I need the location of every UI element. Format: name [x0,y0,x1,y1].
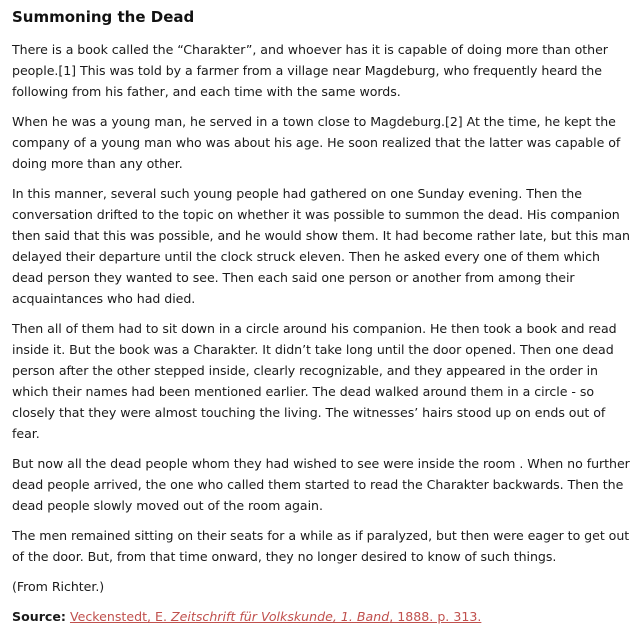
attribution: (From Richter.) [12,579,105,594]
source-link-journal: Zeitschrift für Volkskunde, 1. Band [171,609,390,624]
source-link-author: Veckenstedt, E. [69,609,167,624]
source-label: Source: [12,609,66,624]
paragraph-2: When he was a young man, he served in a town close to Magdeburg.[2] At the time, he kept the company of a young man who was about his age. He soon realized that the latter was capable of doing more than any other. [12,114,621,171]
paragraph-3: In this manner, several such young people had gathered on one Sunday evening. Then the conversation drifted to the topic on whether it was possible to summon the dead. His companion then said that this was possible, and he would show them. It had become rather late, but this man delayed their departure until the clock struck eleven. Then he asked every one of them which dead person they wanted to see. Then each said one person or another from among their acquaintances who had died. [12,186,630,306]
source-link[interactable] [70,609,481,624]
paragraph-4: Then all of them had to sit down in a circle around his companion. He then took a book and read inside it. But the book was a Charakter. It didn’t take long until the door opened. Then one dead person after the other stepped inside, clearly recognizable, and they appeared in the order in which their names had been mentioned earlier. The dead walked around them in a circle - so closely that they were almost touching the living. The witnesses’ hairs stood up on ends out of fear. [12,321,617,441]
paragraph-6: The men remained sitting on their seats for a while as if paralyzed, but then were eager to get out of the door. But, from that time onward, they no longer desired to know of such things. [12,528,630,564]
paragraph-5: But now all the dead people whom they had wished to see were inside the room . When no further dead people arrived, the one who called them started to read the Charakter backwards. Then the dead people slowly moved out of the room again. [12,456,630,513]
article-title: Summoning the Dead [12,8,195,26]
source-link-tail: , 1888. p. 313. [389,609,482,624]
source-line [12,606,630,627]
paragraph-1: There is a book called the “Charakter”, and whoever has it is capable of doing more than other people.[1] This was told by a farmer from a village near Magdeburg, who frequently heard the following from his father, and each time with the same words. [12,42,608,99]
